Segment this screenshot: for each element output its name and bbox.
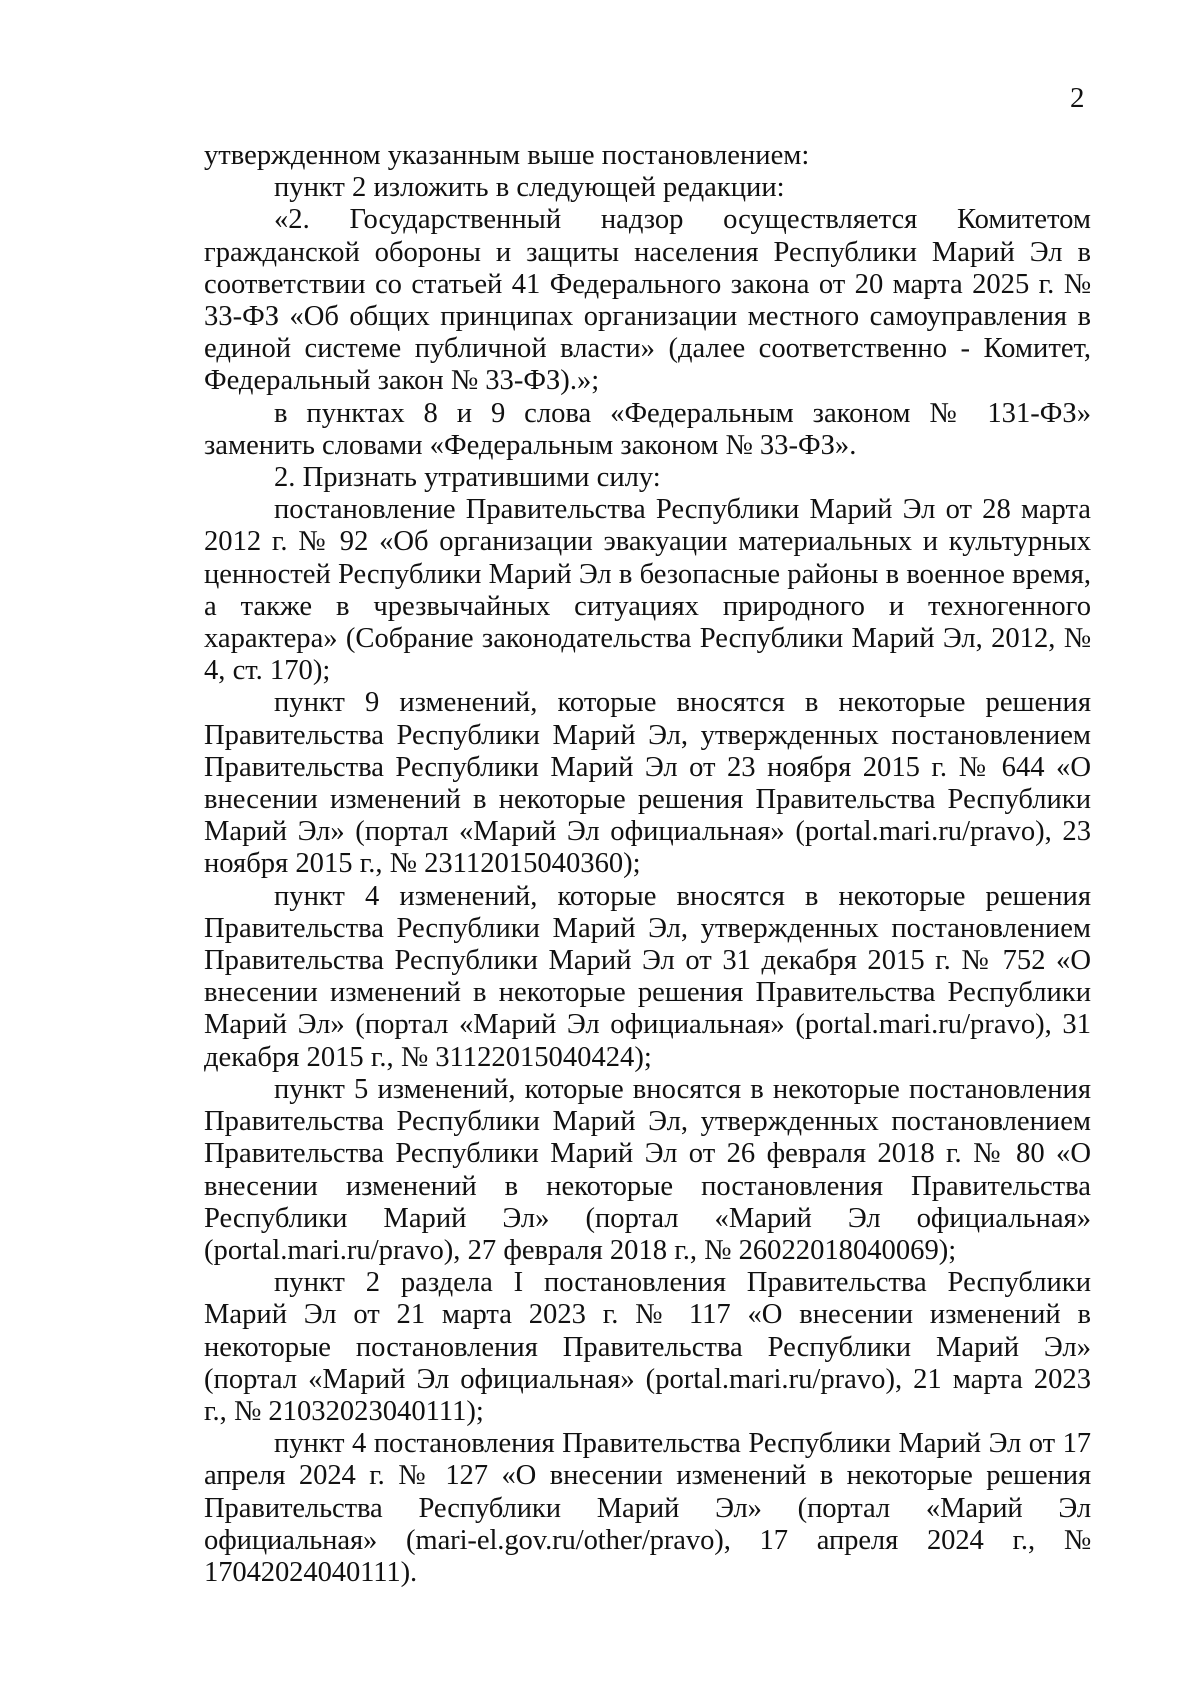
paragraph-repeal-2015-dec: пункт 4 изменений, которые вносятся в некоторые решения Правительства Республики Марий Эл, утвержденных постановлением Правительства Республики Марий Эл от 31 декабря 2015 г. № 752 «О внесении изменений в некоторые решения Правительства Республики Марий Эл» (портал «Марий Эл официальная» (portal.mari.ru/pravo), 31 декабря 2015 г., № 31122015040424); <box>204 880 1091 1073</box>
paragraph-section-2-heading: 2. Признать утратившими силу: <box>274 462 661 494</box>
paragraph-repeal-2012: постановление Правительства Республики Марий Эл от 28 марта 2012 г. № 92 «Об организации эвакуации материальных и культурных ценностей Республики Марий Эл в безопасные районы в военное время, а также в чрезвычайных ситуациях природного и техногенного характера» (Собрание законодательства Республики Марий Эл, 2012, № 4, ст. 170); <box>204 494 1091 687</box>
paragraph-continuation: утвержденном указанным выше постановлением: <box>204 140 810 171</box>
paragraph-repeal-2024: пункт 4 постановления Правительства Республики Марий Эл от 17 апреля 2024 г. № 127 «О внесении изменений в некоторые решения Правительства Республики Марий Эл» (портал «Марий Эл официальная» (mari-el.gov.ru/other/pravo), 17 апреля 2024 г., № 17042024040111). <box>204 1428 1091 1588</box>
paragraph-word-replacement: в пунктах 8 и 9 слова «Федеральным законом № 131-ФЗ» заменить словами «Федеральным законом № 33-ФЗ». <box>204 397 1091 461</box>
paragraph-repeal-2018: пункт 5 изменений, которые вносятся в некоторые постановления Правительства Республики Марий Эл, утвержденных постановлением Правительства Республики Марий Эл от 26 февраля 2018 г. № 80 «О внесении изменений в некоторые постановления Правительства Республики Марий Эл» (портал «Марий Эл официальная» (portal.mari.ru/pravo), 27 февраля 2018 г., № 26022018040069); <box>204 1073 1091 1266</box>
paragraph-repeal-2023: пункт 2 раздела I постановления Правительства Республики Марий Эл от 21 марта 2023 г. № 117 «О внесении изменений в некоторые постановления Правительства Республики Марий Эл» (портал «Марий Эл официальная» (portal.mari.ru/pravo), 21 марта 2023 г., № 21032023040111); <box>204 1267 1091 1427</box>
page-number: 2 <box>1070 82 1085 114</box>
paragraph-amendment-text: «2. Государственный надзор осуществляется Комитетом гражданской обороны и защиты населения Республики Марий Эл в соответствии со статьей 41 Федерального закона от 20 марта 2025 г. № 33-ФЗ «Об общих принципах организации местного самоуправления в единой системе публичной власти» (далее соответственно - Комитет, Федеральный закон № 33-ФЗ).»; <box>204 204 1091 397</box>
document-body <box>204 140 1091 1589</box>
paragraph-amendment-intro: пункт 2 изложить в следующей редакции: <box>274 172 785 204</box>
paragraph-repeal-2015-nov: пункт 9 изменений, которые вносятся в некоторые решения Правительства Республики Марий Эл, утвержденных постановлением Правительства Республики Марий Эл от 23 ноября 2015 г. № 644 «О внесении изменений в некоторые решения Правительства Республики Марий Эл» (портал «Марий Эл официальная» (portal.mari.ru/pravo), 23 ноября 2015 г., № 23112015040360); <box>204 687 1091 880</box>
